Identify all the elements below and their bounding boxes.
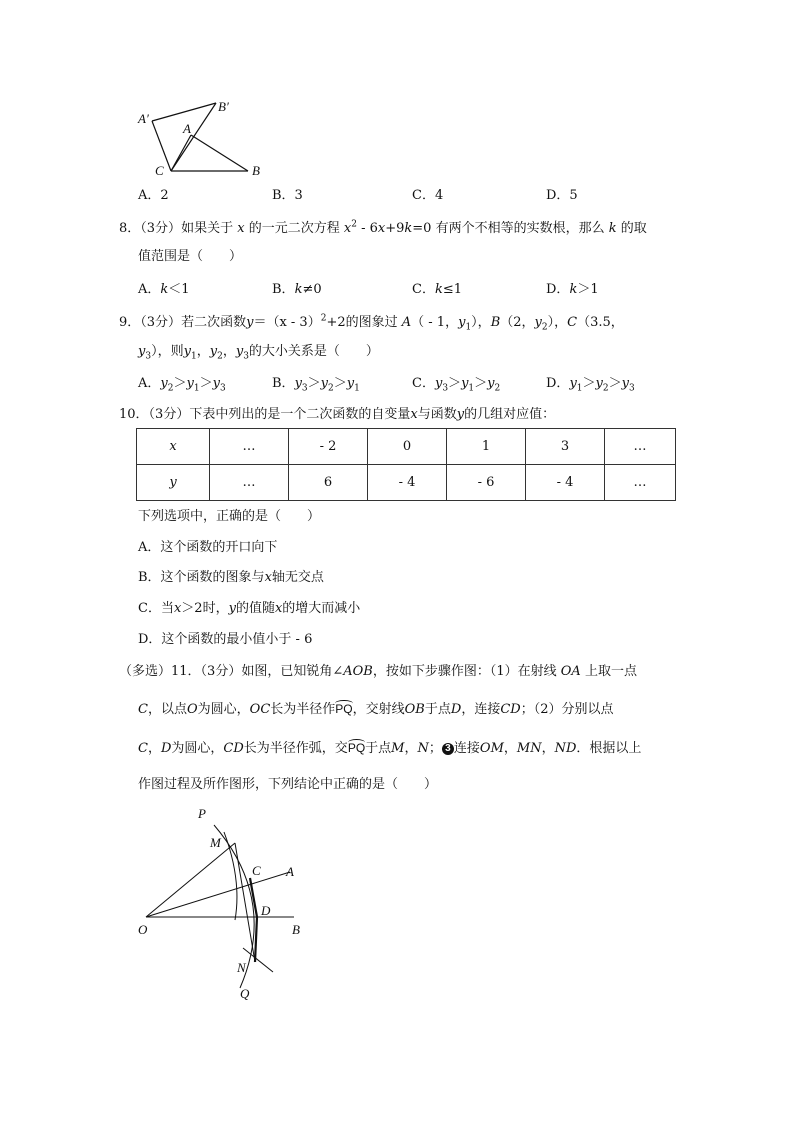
coords: ）， [547, 315, 568, 330]
point-a: A [401, 315, 412, 330]
circled-number: 3 [442, 743, 454, 755]
label-a: A [183, 121, 191, 136]
subscript: 1 [465, 322, 472, 333]
coords: （3.5， [577, 315, 624, 330]
q9-option-c: C．$y_3>y_1>y_2$ [412, 376, 501, 394]
q10-option-a: A．这个函数的开口向下 [138, 540, 278, 555]
q11-prefix: （多选）11． [119, 664, 201, 679]
coords: （2， [500, 315, 535, 330]
table-cell: … [605, 465, 676, 501]
q7-option-d: D．5 [546, 188, 578, 203]
table-cell: - 2 [289, 429, 368, 465]
q10-option-c: C．当x＞2时，y的值随x的增大而减小 [138, 601, 361, 616]
segment-om [146, 843, 235, 917]
table-row-y [137, 465, 676, 501]
label-b: B [292, 922, 300, 937]
q8-line-1 [119, 219, 647, 236]
point-b: B [490, 315, 501, 330]
q7-option-a: A．2 [138, 188, 169, 203]
q8-text: 有两个不相等的实数根，那么 [435, 221, 605, 236]
q9-text: 若二次函数 [181, 315, 247, 330]
table-cell: 3 [526, 429, 605, 465]
q10-var-y: y [456, 407, 465, 422]
label-n: N [237, 960, 246, 975]
var-y: y [534, 315, 542, 330]
q8-var-x: x [237, 221, 245, 236]
label-m: M [210, 835, 221, 850]
table-cell: - 4 [526, 465, 605, 501]
q10-text: 与函数 [417, 407, 457, 422]
label-d: D [261, 903, 271, 918]
eq-part: =0 [412, 221, 432, 236]
q9-line-2: $y_3$），则$y_1$，$y_2$，$y_3$的大小关系是（ ） [138, 344, 379, 362]
table-cell: … [210, 429, 289, 465]
q8-number: 8． [119, 221, 141, 236]
eq-x: x [377, 221, 386, 236]
table-cell: … [210, 465, 289, 501]
var-y: y [458, 315, 466, 330]
q10-score: （3分） [148, 407, 190, 422]
eq-part: +9 [385, 221, 405, 236]
q9-number: 9． [119, 315, 141, 330]
q9-exponent: 2 [320, 313, 327, 324]
q9-func: +2的图象过 [326, 315, 398, 330]
eq-exponent: 2 [351, 219, 357, 230]
q10-option-b: B．这个函数的图象与x轴无交点 [138, 570, 324, 585]
label-o: O [138, 922, 148, 937]
q10-text: 下表中列出的是一个二次函数的自变量 [189, 407, 411, 422]
q8-option-d: D．k＞1 [546, 282, 599, 297]
q10-prompt: 下列选项中，正确的是（ ） [138, 509, 321, 524]
q9-option-d: D．$y_1>y_2>y_3$ [546, 376, 635, 394]
segment-nd [255, 917, 257, 962]
eq-x: x [343, 221, 352, 236]
table-cell: - 6 [447, 465, 526, 501]
q8-var-k: k [608, 221, 617, 236]
label-c: C [252, 863, 261, 878]
q7-option-c: C．4 [412, 188, 444, 203]
q11-line-4: 作图过程及所作图形，下列结论中正确的是（ ） [138, 777, 438, 792]
q11-line-3: C，D为圆心，CD长为半径作弧，交PQ于点M，N； 3 连接OM，MN，ND．根据以上 [138, 741, 642, 756]
eq-part: - 6 [356, 221, 378, 236]
label-q: Q [240, 986, 250, 1001]
label-b-prime: B′ [218, 99, 229, 114]
table-cell: … [605, 429, 676, 465]
q9-score: （3分） [140, 315, 182, 330]
table-cell: 6 [289, 465, 368, 501]
q8-text: 如果关于 [181, 221, 234, 236]
q9-option-a: A．$y_2>y_1>y_3$ [138, 376, 226, 394]
q10-option-d: D．这个函数的最小值小于 - 6 [138, 632, 313, 647]
segment-a-b [191, 135, 248, 171]
q8-score: （3分） [140, 221, 182, 236]
subscript: 2 [541, 322, 548, 333]
q9-func: ＝（x - 3） [253, 315, 321, 330]
eq-k: k [404, 221, 413, 236]
coords: ）， [471, 315, 491, 330]
q7-option-b: B．3 [272, 188, 303, 203]
q9-var-y: y [246, 315, 254, 330]
q8-text: 的取 [620, 221, 647, 236]
point-c: C [567, 315, 578, 330]
segment-a-c [171, 135, 191, 171]
q11-score: （3分） [200, 664, 242, 679]
q8-option-a: A．k＜1 [138, 282, 190, 297]
label-a: A [286, 864, 294, 879]
arc-pq: PQ [347, 741, 366, 755]
table-row-x [137, 429, 676, 465]
q10-text: 的几组对应值： [464, 407, 556, 422]
question-11-figure [130, 800, 330, 1005]
coords: （ - 1， [411, 315, 459, 330]
table-cell: y [137, 465, 210, 501]
label-c: C [155, 163, 164, 178]
q8-equation [344, 221, 432, 236]
q9-line-1 [119, 313, 624, 333]
q10-number: 10． [119, 407, 149, 422]
label-a-prime: A′ [138, 111, 149, 126]
q10-line-1 [119, 408, 555, 421]
question-7-figure [130, 95, 280, 185]
table-cell: 1 [447, 429, 526, 465]
table-cell: x [137, 429, 210, 465]
q10-var-x: x [410, 407, 418, 422]
q8-line-2: 值范围是（ ） [138, 249, 243, 264]
q11-line-1: （多选）11．（3分）如图，已知锐角∠AOB，按如下步骤作图：（1）在射线 OA 上取一点 [119, 664, 637, 679]
table-cell: 0 [368, 429, 447, 465]
value-table [136, 428, 676, 501]
q11-line-2: C，以点O为圆心，OC长为半径作PQ，交射线OB于点D，连接CD；（2）分别以点 [138, 702, 614, 717]
q9-option-b: B．$y_3>y_2>y_1$ [272, 376, 360, 394]
q8-option-c: C．k≤1 [412, 282, 463, 297]
label-b: B [252, 163, 260, 178]
label-p: P [198, 806, 206, 821]
q8-text: 的一元二次方程 [248, 221, 340, 236]
arc-pq: PQ [335, 702, 353, 716]
q8-option-b: B．k≠0 [272, 282, 322, 297]
table-cell: - 4 [368, 465, 447, 501]
